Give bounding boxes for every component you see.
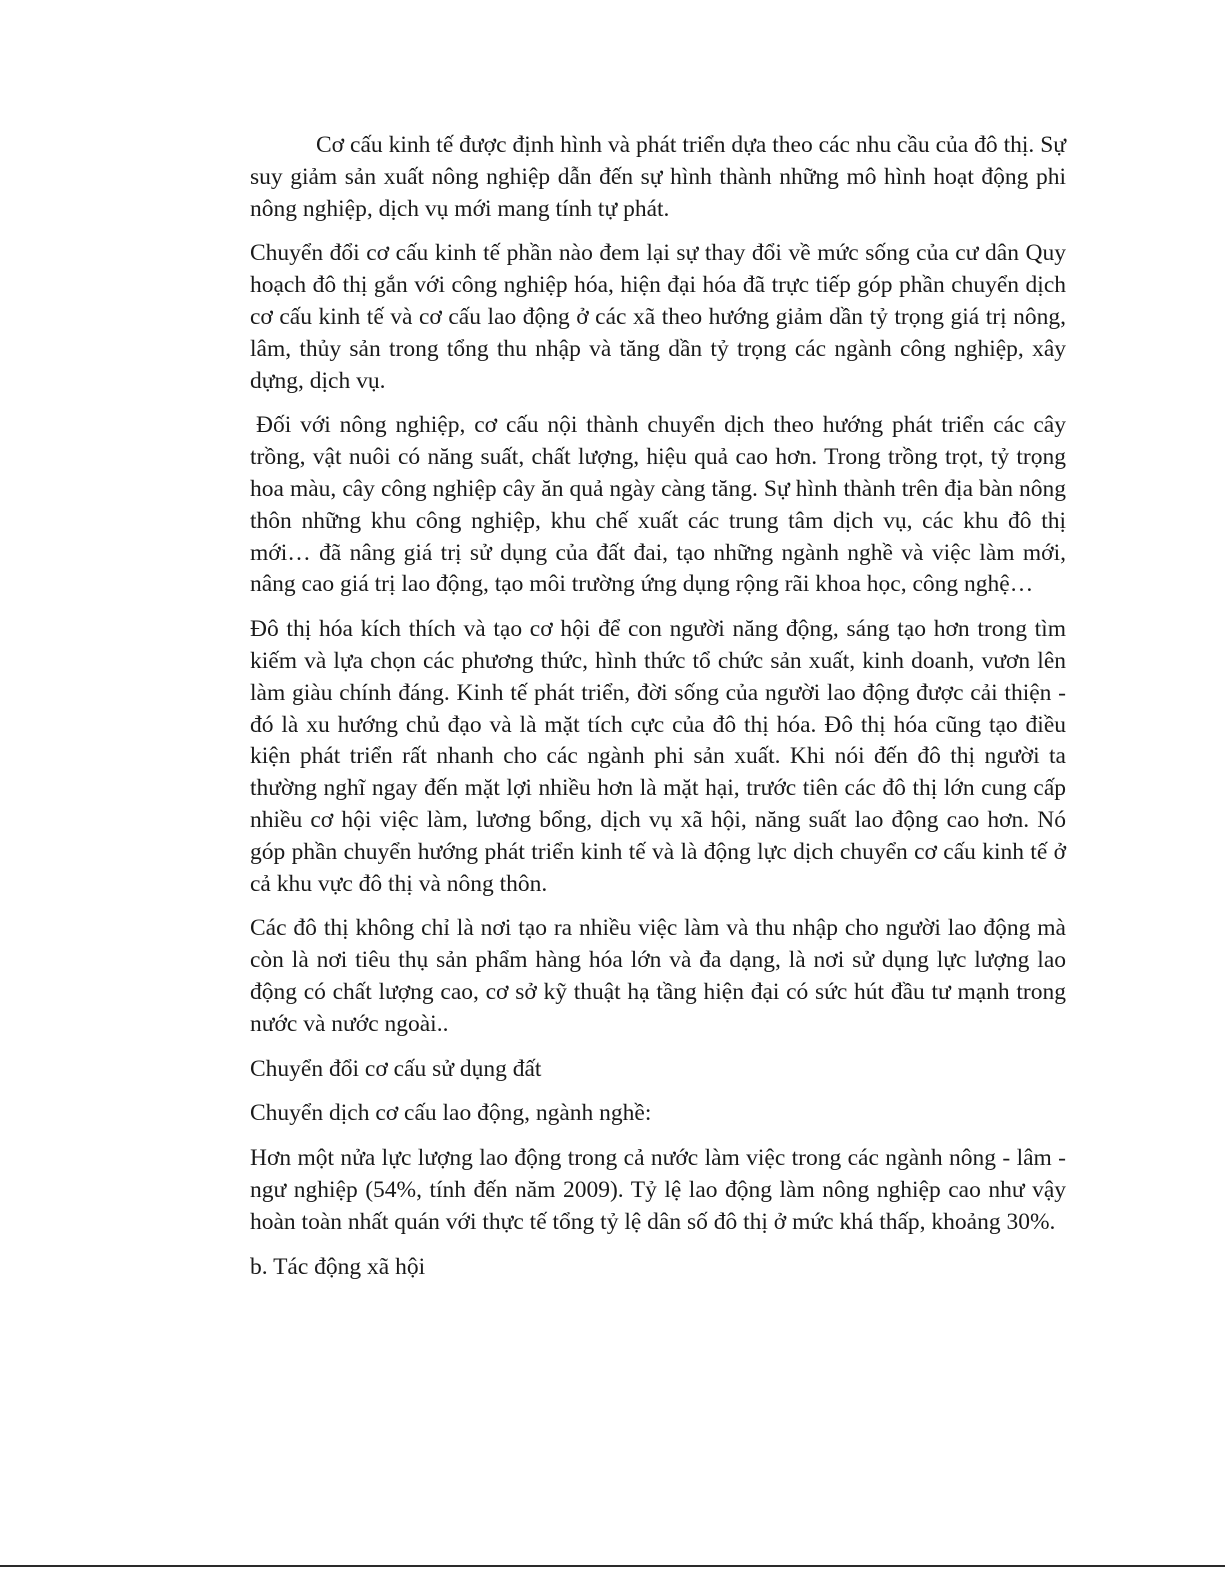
paragraph-economic-structure: Cơ cấu kinh tế được định hình và phát triển dựa theo các nhu cầu của đô thị. Sự suy giảm sản xuất nông nghiệp dẫn đến sự hình thành những mô hình hoạt động phi nông nghiệp, dịch vụ mới mang tính tự phát. xyxy=(250,132,1066,222)
document-body xyxy=(250,130,1066,1296)
paragraph-labor-heading: Chuyển dịch cơ cấu lao động, ngành nghề: xyxy=(250,1100,652,1127)
paragraph-labor-statistics: Hơn một nửa lực lượng lao động trong cả nước làm việc trong các ngành nông - lâm - ngư nghiệp (54%, tính đến năm 2009). Tỷ lệ lao động làm nông nghiệp cao như vậy hoàn toàn nhất quán với thực tế tổng tỷ lệ dân số đô thị ở mức khá thấp, khoảng 30%. xyxy=(250,1145,1066,1235)
paragraph-urban-jobs: Các đô thị không chỉ là nơi tạo ra nhiều việc làm và thu nhập cho người lao động mà còn là nơi tiêu thụ sản phẩm hàng hóa lớn và đa dạng, là nơi sử dụng lực lượng lao động có chất lượng cao, cơ sở kỹ thuật hạ tầng hiện đại có sức hút đầu tư mạnh trong nước và nước ngoài.. xyxy=(250,915,1066,1037)
section-heading-social-impact: b. Tác động xã hội xyxy=(250,1253,426,1280)
paragraph-land-use-heading: Chuyển đổi cơ cấu sử dụng đất xyxy=(250,1055,542,1082)
paragraph-agriculture: Đối với nông nghiệp, cơ cấu nội thành chuyển dịch theo hướng phát triển các cây trồng, vật nuôi có năng suất, chất lượng, hiệu quả cao hơn. Trong trồng trọt, tỷ trọng hoa màu, cây công nghiệp cây ăn quả ngày càng tăng. Sự hình thành trên địa bàn nông thôn những khu công nghiệp, khu chế xuất các trung tâm dịch vụ, các khu đô thị mới… đã nâng giá trị sử dụng của đất đai, tạo những ngành nghề và việc làm mới, nâng cao giá trị lao động, tạo môi trường ứng dụng rộng rãi khoa học, công nghệ… xyxy=(250,412,1066,598)
paragraph-urbanization-effects: Đô thị hóa kích thích và tạo cơ hội để con người năng động, sáng tạo hơn trong tìm kiếm và lựa chọn các phương thức, hình thức tổ chức sản xuất, kinh doanh, vươn lên làm giàu chính đáng. Kinh tế phát triển, đời sống của người lao động được cải thiện - đó là xu hướng chủ đạo và là mặt tích cực của đô thị hóa. Đô thị hóa cũng tạo điều kiện phát triển rất nhanh cho các ngành phi sản xuất. Khi nói đến đô thị người ta thường nghĩ ngay đến mặt lợi nhiều hơn là mặt hại, trước tiên các đô thị lớn cung cấp nhiều cơ hội việc làm, lương bổng, dịch vụ xã hội, năng suất lao động cao hơn. Nó góp phần chuyển hướng phát triển kinh tế và là động lực dịch chuyển cơ cấu kinh tế ở cả khu vực đô thị và nông thôn. xyxy=(250,616,1066,897)
paragraph-economic-transition: Chuyển đổi cơ cấu kinh tế phần nào đem lại sự thay đổi về mức sống của cư dân Quy hoạch đô thị gắn với công nghiệp hóa, hiện đại hóa đã trực tiếp góp phần chuyển dịch cơ cấu kinh tế và cơ cấu lao động ở các xã theo hướng giảm dần tỷ trọng giá trị nông, lâm, thủy sản trong tổng thu nhập và tăng dần tỷ trọng các ngành công nghiệp, xây dựng, dịch vụ. xyxy=(250,240,1066,394)
page-bottom-rule xyxy=(0,1565,1225,1567)
